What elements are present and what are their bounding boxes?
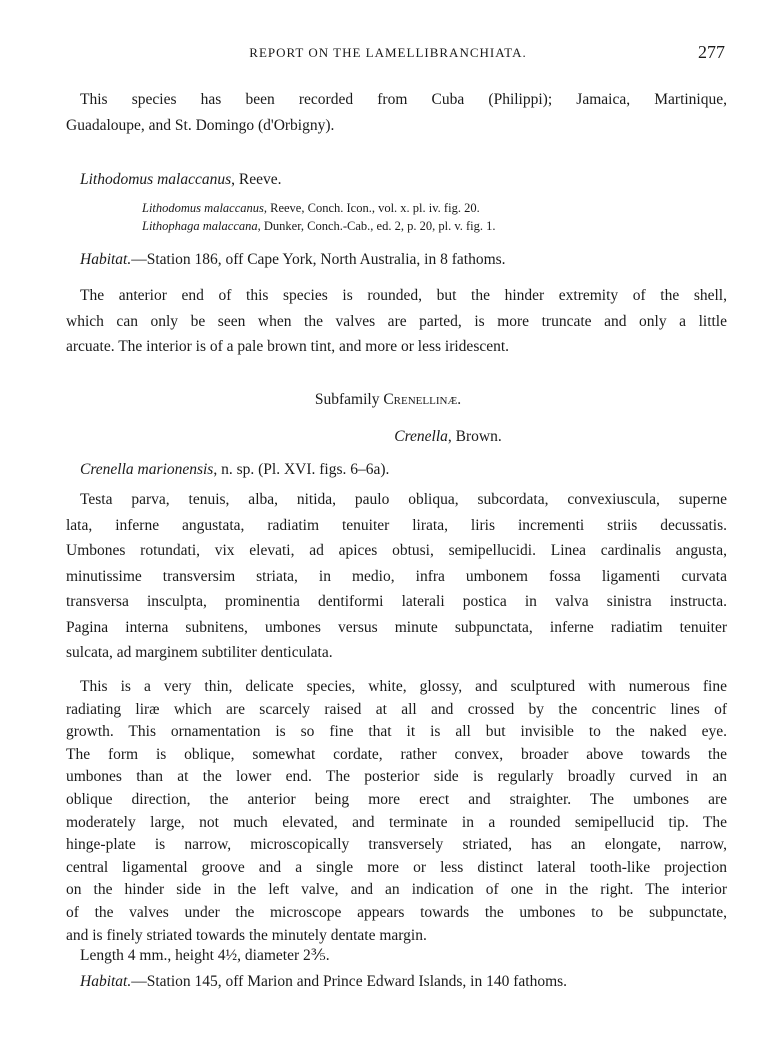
paragraph-line: of the valves under the microscope appears towards the umbones to be subpunctate,: [66, 904, 727, 921]
paragraph-line: Umbones rotundati, vix elevati, ad apices obtusi, semipellucidi. Linea cardinalis angusta,: [66, 542, 727, 559]
paragraph-line: moderately large, not much elevated, and terminate in a rounded semipellucid tip. The: [66, 813, 727, 831]
paragraph-line: The anterior end of this species is rounded, but the hinder extremity of the shell,: [80, 287, 727, 304]
species-name: Lithodomus malaccanus: [80, 171, 232, 188]
paragraph-line: arcuate. The interior is of a pale brown tint, and more or less iridescent.: [66, 338, 510, 355]
ref-name: Lithodomus malaccanus: [142, 201, 264, 215]
page-number: 277: [698, 42, 725, 62]
habitat-label: Habitat.: [80, 251, 132, 268]
paragraph-line: on the hinder side in the left valve, and an indication of one in the right. The interior: [66, 881, 727, 899]
habitat-line: [80, 250, 727, 270]
paragraph-line: central ligamental groove and a single more or less distinct lateral tooth-like projection: [66, 858, 727, 876]
species-heading: [80, 170, 727, 190]
ref-name: Lithophaga malaccana: [142, 219, 258, 233]
paragraph-line: sulcata, ad marginem subtiliter denticulata.: [66, 644, 333, 661]
paragraph-line: hinge-plate is narrow, microscopically transversely striated, has an elongate, narrow,: [66, 836, 727, 854]
species-heading: [80, 460, 727, 480]
paragraph-line: transversa insculpta, prominentia dentiformi laterali postica in valva sinistra instructa.: [66, 593, 727, 610]
paragraph-line: umbones than at the lower end. The posterior side is regularly broadly curved in an: [66, 768, 727, 786]
paragraph-line: This species has been recorded from Cuba (Philippi); Jamaica, Martinique,: [80, 91, 727, 108]
ref-text: , Reeve, Conch. Icon., vol. x. pl. iv. fig. 20.: [263, 201, 480, 215]
species-author: , n. sp. (Pl. XVI. figs. 6–6a).: [213, 461, 390, 478]
habitat-text: —Station 186, off Cape York, North Australia, in 8 fathoms.: [131, 251, 506, 268]
habitat-text: —Station 145, off Marion and Prince Edward Islands, in 140 fathoms.: [131, 973, 568, 990]
paragraph-line: Guadaloupe, and St. Domingo (d'Orbigny).: [66, 117, 335, 134]
paragraph-line: Pagina interna subnitens, umbones versus minute subpunctata, inferne radiatim tenuiter: [66, 618, 727, 636]
subfamily-heading: [0, 390, 776, 410]
genus-author: , Brown.: [447, 428, 502, 445]
running-header: REPORT ON THE LAMELLIBRANCHIATA.: [249, 45, 527, 60]
paragraph-line: oblique direction, the anterior being more erect and straighter. The umbones are: [66, 791, 727, 808]
ref-text: , Dunker, Conch.-Cab., ed. 2, p. 20, pl. v. fig. 1.: [257, 219, 496, 233]
measurements: Length 4 mm., height 4½, diameter 2⅗.: [80, 947, 330, 964]
subfamily-prefix: Subfamily: [314, 391, 384, 408]
paragraph-line: which can only be seen when the valves are parted, is more truncate and only a little: [66, 313, 727, 330]
paragraph-line: minutissime transversim striata, in medio, infra umbonem fossa ligamenti curvata: [66, 567, 727, 585]
habitat-line: [80, 972, 727, 992]
paragraph-line: lata, inferne angustata, radiatim tenuiter lirata, liris incrementi striis decussatis.: [66, 516, 727, 534]
paragraph-line: Testa parva, tenuis, alba, nitida, paulo obliqua, subcordata, convexiuscula, superne: [80, 491, 727, 508]
genus-heading: [60, 427, 776, 447]
synonym-ref: [142, 200, 480, 216]
paragraph-line: and is finely striated towards the minutely dentate margin.: [66, 926, 427, 944]
subfamily-name: Crenellinæ.: [383, 391, 462, 408]
paragraph-line: The form is oblique, somewhat cordate, rather convex, broader above towards the: [66, 745, 727, 763]
species-name: Crenella marionensis: [80, 461, 214, 478]
paragraph-line: radiating liræ which are scarcely raised at all and crossed by the concentric lines of: [66, 700, 727, 718]
synonym-ref: [142, 218, 496, 234]
paragraph-line: growth. This ornamentation is so fine that it is all but invisible to the naked eye.: [66, 723, 727, 741]
habitat-label: Habitat.: [80, 973, 132, 990]
genus-name: Crenella: [394, 428, 448, 445]
paragraph-line: This is a very thin, delicate species, white, glossy, and sculptured with numerous fine: [80, 678, 727, 695]
species-author: , Reeve.: [231, 171, 282, 188]
